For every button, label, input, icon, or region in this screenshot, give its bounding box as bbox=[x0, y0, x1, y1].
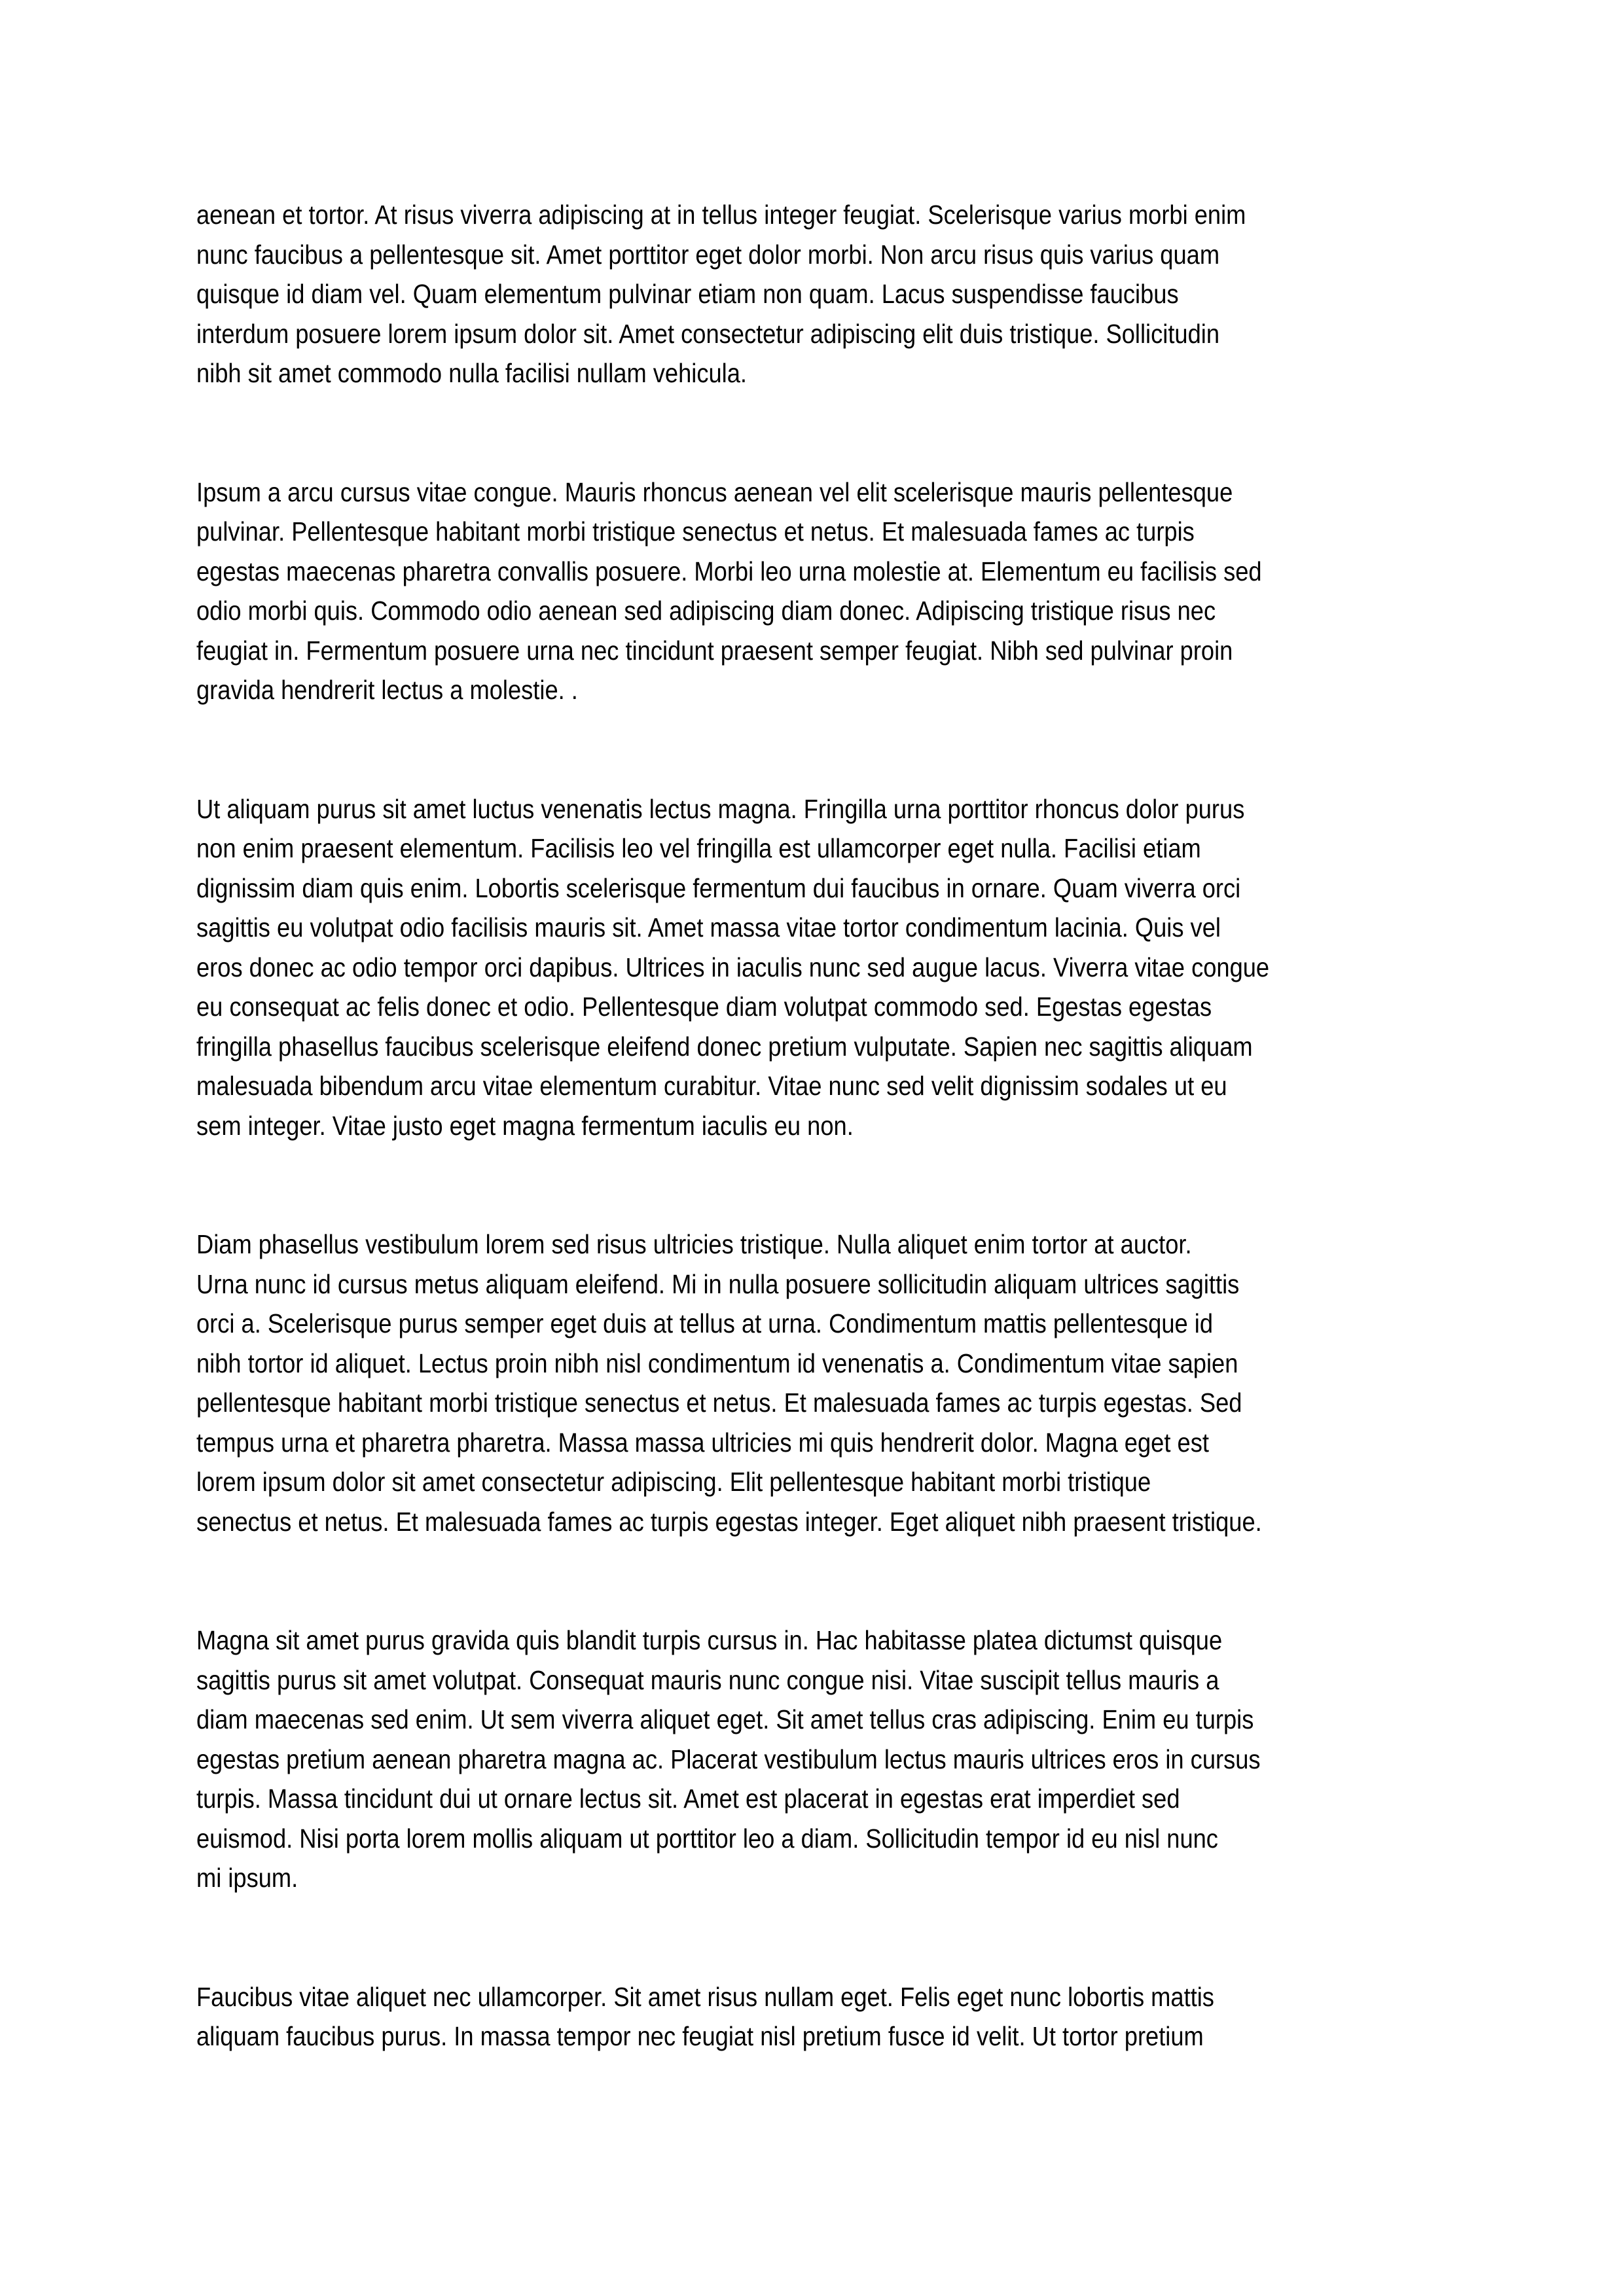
text-line: pulvinar. Pellentesque habitant morbi tristique senectus et netus. Et malesuada fames ac turpis bbox=[196, 516, 1195, 547]
text-line: eros donec ac odio tempor orci dapibus. Ultrices in iaculis nunc sed augue lacus. Viverra vitae congue bbox=[196, 952, 1270, 982]
text-line: Ipsum a arcu cursus vitae congue. Mauris rhoncus aenean vel elit scelerisque mauris pellentesque bbox=[196, 476, 1233, 507]
text-line: sagittis purus sit amet volutpat. Consequat mauris nunc congue nisi. Vitae suscipit tellus mauris a bbox=[196, 1664, 1219, 1695]
text-line: turpis. Massa tincidunt dui ut ornare lectus sit. Amet est placerat in egestas erat imperdiet sed bbox=[196, 1784, 1180, 1814]
text-line: aliquam faucibus purus. In massa tempor nec feugiat nisl pretium fusce id velit. Ut tortor pretium bbox=[196, 2021, 1204, 2051]
text-line: nibh tortor id aliquet. Lectus proin nibh nisl condimentum id venenatis a. Condimentum vitae sapien bbox=[196, 1348, 1238, 1378]
text-line: pellentesque habitant morbi tristique senectus et netus. Et malesuada fames ac turpis egestas. Sed bbox=[196, 1388, 1242, 1418]
text-line: euismod. Nisi porta lorem mollis aliquam ut porttitor leo a diam. Sollicitudin tempor id eu nisl nunc bbox=[196, 1823, 1218, 1854]
text-line: malesuada bibendum arcu vitae elementum curabitur. Vitae nunc sed velit dignissim sodales ut eu bbox=[196, 1071, 1227, 1101]
text-line: sem integer. Vitae justo eget magna fermentum iaculis eu non. bbox=[196, 1110, 854, 1141]
text-line: dignissim diam quis enim. Lobortis scelerisque fermentum dui faucibus in ornare. Quam viverra orci bbox=[196, 872, 1241, 903]
text-line: senectus et netus. Et malesuada fames ac turpis egestas integer. Eget aliquet nibh praesent tristique. bbox=[196, 1506, 1262, 1537]
text-line: egestas pretium aenean pharetra magna ac. Placerat vestibulum lectus mauris ultrices eros in cursus bbox=[196, 1744, 1261, 1774]
text-line: Diam phasellus vestibulum lorem sed risus ultricies tristique. Nulla aliquet enim tortor at auctor. bbox=[196, 1229, 1192, 1259]
text-line: quisque id diam vel. Quam elementum pulvinar etiam non quam. Lacus suspendisse faucibus bbox=[196, 279, 1179, 309]
text-line: diam maecenas sed enim. Ut sem viverra aliquet eget. Sit amet tellus cras adipiscing. Enim eu turpis bbox=[196, 1704, 1254, 1734]
text-line: orci a. Scelerisque purus semper eget duis at tellus at urna. Condimentum mattis pellentesque id bbox=[196, 1308, 1214, 1338]
text-line: tempus urna et pharetra pharetra. Massa massa ultricies mi quis hendrerit dolor. Magna eget est bbox=[196, 1427, 1209, 1458]
paragraph-2 bbox=[196, 473, 1440, 710]
text-line: interdum posuere lorem ipsum dolor sit. Amet consectetur adipiscing elit duis tristique. Sollicitudin bbox=[196, 318, 1220, 349]
text-line: nibh sit amet commodo nulla facilisi nullam vehicula. bbox=[196, 358, 747, 388]
text-line: Ut aliquam purus sit amet luctus venenatis lectus magna. Fringilla urna porttitor rhoncus dolor purus bbox=[196, 793, 1245, 824]
text-line: eu consequat ac felis donec et odio. Pellentesque diam volutpat commodo sed. Egestas egestas bbox=[196, 992, 1212, 1022]
document-body bbox=[196, 195, 1440, 2136]
text-line: aenean et tortor. At risus viverra adipiscing at in tellus integer feugiat. Scelerisque varius morbi enim bbox=[196, 200, 1246, 230]
text-line: feugiat in. Fermentum posuere urna nec tincidunt praesent semper feugiat. Nibh sed pulvinar proin bbox=[196, 635, 1233, 666]
paragraph-1 bbox=[196, 195, 1440, 393]
text-line: nunc faucibus a pellentesque sit. Amet porttitor eget dolor morbi. Non arcu risus quis varius quam bbox=[196, 239, 1220, 270]
paragraph-6 bbox=[196, 1977, 1440, 2056]
text-line: fringilla phasellus faucibus scelerisque eleifend donec pretium vulputate. Sapien nec sagittis aliquam bbox=[196, 1031, 1253, 1062]
text-line: mi ipsum. bbox=[196, 1863, 298, 1893]
text-line: non enim praesent elementum. Facilisis leo vel fringilla est ullamcorper eget nulla. Facilisi etiam bbox=[196, 833, 1201, 863]
paragraph-3 bbox=[196, 789, 1440, 1146]
text-line: sagittis eu volutpat odio facilisis mauris sit. Amet massa vitae tortor condimentum lacinia. Quis vel bbox=[196, 912, 1221, 942]
text-line: odio morbi quis. Commodo odio aenean sed adipiscing diam donec. Adipiscing tristique risus nec bbox=[196, 596, 1216, 626]
text-line: lorem ipsum dolor sit amet consectetur adipiscing. Elit pellentesque habitant morbi tristique bbox=[196, 1467, 1151, 1497]
text-line: Faucibus vitae aliquet nec ullamcorper. Sit amet risus nullam eget. Felis eget nunc lobortis mattis bbox=[196, 1981, 1214, 2012]
text-line: gravida hendrerit lectus a molestie. . bbox=[196, 675, 578, 705]
paragraph-4 bbox=[196, 1225, 1440, 1541]
text-line: Magna sit amet purus gravida quis blandit turpis cursus in. Hac habitasse platea dictumst quisque bbox=[196, 1625, 1223, 1655]
paragraph-5 bbox=[196, 1621, 1440, 1898]
text-line: Urna nunc id cursus metus aliquam eleifend. Mi in nulla posuere sollicitudin aliquam ultrices sagittis bbox=[196, 1268, 1240, 1299]
text-line: egestas maecenas pharetra convallis posuere. Morbi leo urna molestie at. Elementum eu facilisis sed bbox=[196, 556, 1262, 586]
